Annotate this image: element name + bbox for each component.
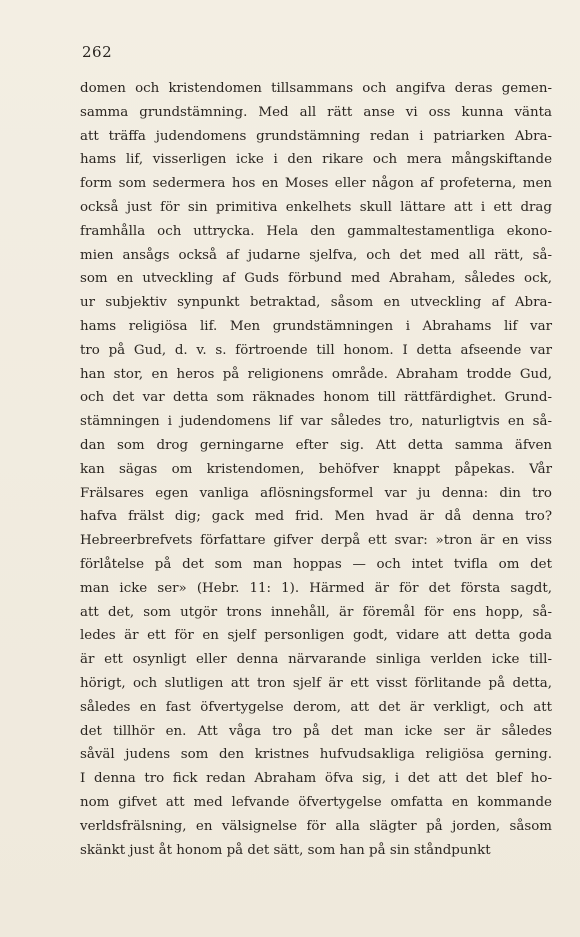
text-line: och det var detta som räknades honom till rättfärdighet. Grund- — [80, 390, 552, 406]
text-line: verldsfrälsning, en välsignelse för alla slägter på jorden, såsom — [80, 818, 552, 834]
text-line: han stor, en heros på religionens område. Abraham trodde Gud, — [80, 366, 552, 382]
text-line: att det, som utgör trons innehåll, är föremål för ens hopp, så- — [80, 604, 552, 620]
text-line: domen och kristendomen tillsammans och angifva deras gemen- — [80, 81, 552, 96]
text-line: I denna tro fick redan Abraham öfva sig, i det att det blef ho- — [80, 771, 552, 787]
text-line: samma grundstämning. Med all rätt anse vi oss kunna vänta — [80, 104, 552, 120]
text-line: form som sedermera hos en Moses eller någon af profeterna, men — [80, 176, 552, 192]
body-text — [80, 77, 552, 862]
text-line: förlåtelse på det som man hoppas — och intet tvifla om det — [80, 556, 552, 572]
text-line: hörigt, och slutligen att tron sjelf är ett visst förlitande på detta, — [80, 675, 552, 691]
text-line: man icke ser» (Hebr. 11: 1). Härmed är för det första sagdt, — [80, 580, 552, 596]
text-line: mien ansågs också af judarne sjelfva, och det med all rätt, så- — [80, 247, 552, 263]
text-line: framhålla och uttrycka. Hela den gammaltestamentliga ekono- — [80, 223, 552, 239]
text-line: att träffa judendomens grundstämning redan i patriarken Abra- — [80, 128, 552, 144]
text-line: skänkt just åt honom på det sätt, som han på sin ståndpunkt — [80, 842, 491, 858]
text-line: också just för sin primitiva enkelhets skull lättare att i ett drag — [80, 199, 552, 215]
text-line: Frälsares egen vanliga aflösningsformel var ju denna: din tro — [80, 485, 552, 501]
text-line: ur subjektiv synpunkt betraktad, såsom en utveckling af Abra- — [80, 295, 552, 311]
text-line: tro på Gud, d. v. s. förtroende till honom. I detta afseende var — [80, 342, 552, 358]
text-line: nom gifvet att med lefvande öfvertygelse omfatta en kommande — [80, 794, 552, 810]
text-line: kan sägas om kristendomen, behöfver knappt påpekas. Vår — [80, 461, 552, 477]
text-line: hams religiösa lif. Men grundstämningen i Abrahams lif var — [80, 318, 552, 334]
text-line: är ett osynligt eller denna närvarande sinliga verlden icke till- — [80, 652, 552, 668]
text-line: ledes är ett för en sjelf personligen godt, vidare att detta goda — [80, 628, 552, 644]
text-line: som en utveckling af Guds förbund med Abraham, således ock, — [80, 271, 552, 287]
text-line: dan som drog gerningarne efter sig. Att detta samma äfven — [80, 437, 552, 453]
text-line: således en fast öfvertygelse derom, att det är verkligt, och att — [80, 699, 552, 715]
text-line: såväl judens som den kristnes hufvudsakliga religiösa gerning. — [80, 747, 552, 763]
text-line: det tillhör en. Att våga tro på det man icke ser är således — [80, 723, 552, 739]
text-line: Hebreerbrefvets författare gifver derpå ett svar: »tron är en viss — [80, 533, 552, 549]
text-line: stämningen i judendomens lif var således tro, naturligtvis en så- — [80, 414, 552, 430]
page-number: 262 — [82, 43, 113, 61]
text-line: hams lif, visserligen icke i den rikare och mera mångskiftande — [80, 152, 552, 168]
text-line: hafva frälst dig; gack med frid. Men hvad är då denna tro? — [80, 509, 552, 525]
